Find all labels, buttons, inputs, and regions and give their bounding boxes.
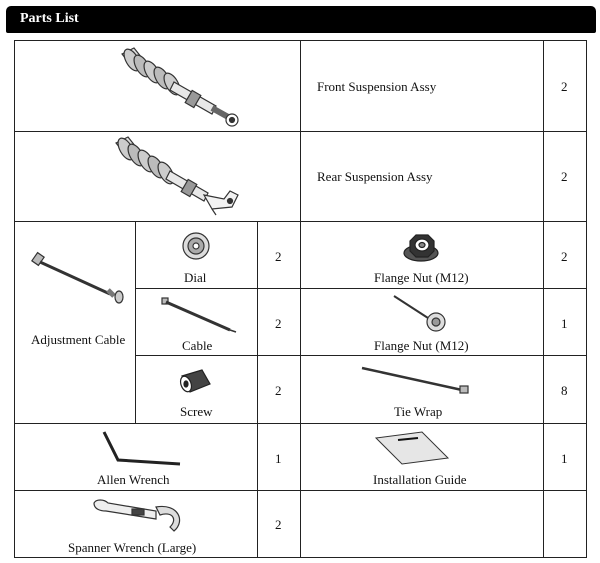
rear-suspension-illustration [108,135,248,219]
flange-nut-qty: 2 [561,249,568,264]
cable-illustration [160,296,240,336]
dial-label: Dial [184,270,207,285]
cable-qty: 2 [275,316,282,331]
adjustment-cable-illustration [30,250,130,302]
dial-illustration [180,230,212,262]
parts-list-header [6,6,596,33]
allen-wrench-qty: 1 [275,451,282,466]
allen-wrench-illustration [100,430,186,468]
parts-list-title: Parts List [20,11,79,26]
allen-wrench-label: Allen Wrench [97,472,170,487]
spanner-wrench-qty: 2 [275,517,282,532]
front-suspension-qty: 2 [561,79,568,94]
flange-nut-pin-label: Flange Nut (M12) [374,338,469,353]
flange-nut-illustration [402,231,440,263]
spanner-wrench-illustration [90,497,188,537]
spanner-wrench-label: Spanner Wrench (Large) [68,540,197,555]
installation-guide-label: Installation Guide [373,472,467,487]
installation-guide-illustration [374,430,450,466]
dial-qty: 2 [275,249,282,264]
flange-nut-pin-qty: 1 [561,316,568,331]
flange-nut-pin-illustration [392,294,448,334]
front-suspension-illustration [112,44,242,128]
front-suspension-label: Front Suspension Assy [317,79,437,94]
screw-qty: 2 [275,383,282,398]
tie-wrap-illustration [360,364,474,396]
installation-guide-qty: 1 [561,451,568,466]
screw-label: Screw [180,404,213,419]
cable-label: Cable [182,338,213,353]
rear-suspension-qty: 2 [561,169,568,184]
flange-nut-label: Flange Nut (M12) [374,270,469,285]
screw-illustration [178,366,214,396]
tie-wrap-qty: 8 [561,383,568,398]
tie-wrap-label: Tie Wrap [394,404,443,419]
rear-suspension-label: Rear Suspension Assy [317,169,433,184]
adjustment-cable-label: Adjustment Cable [31,332,126,347]
